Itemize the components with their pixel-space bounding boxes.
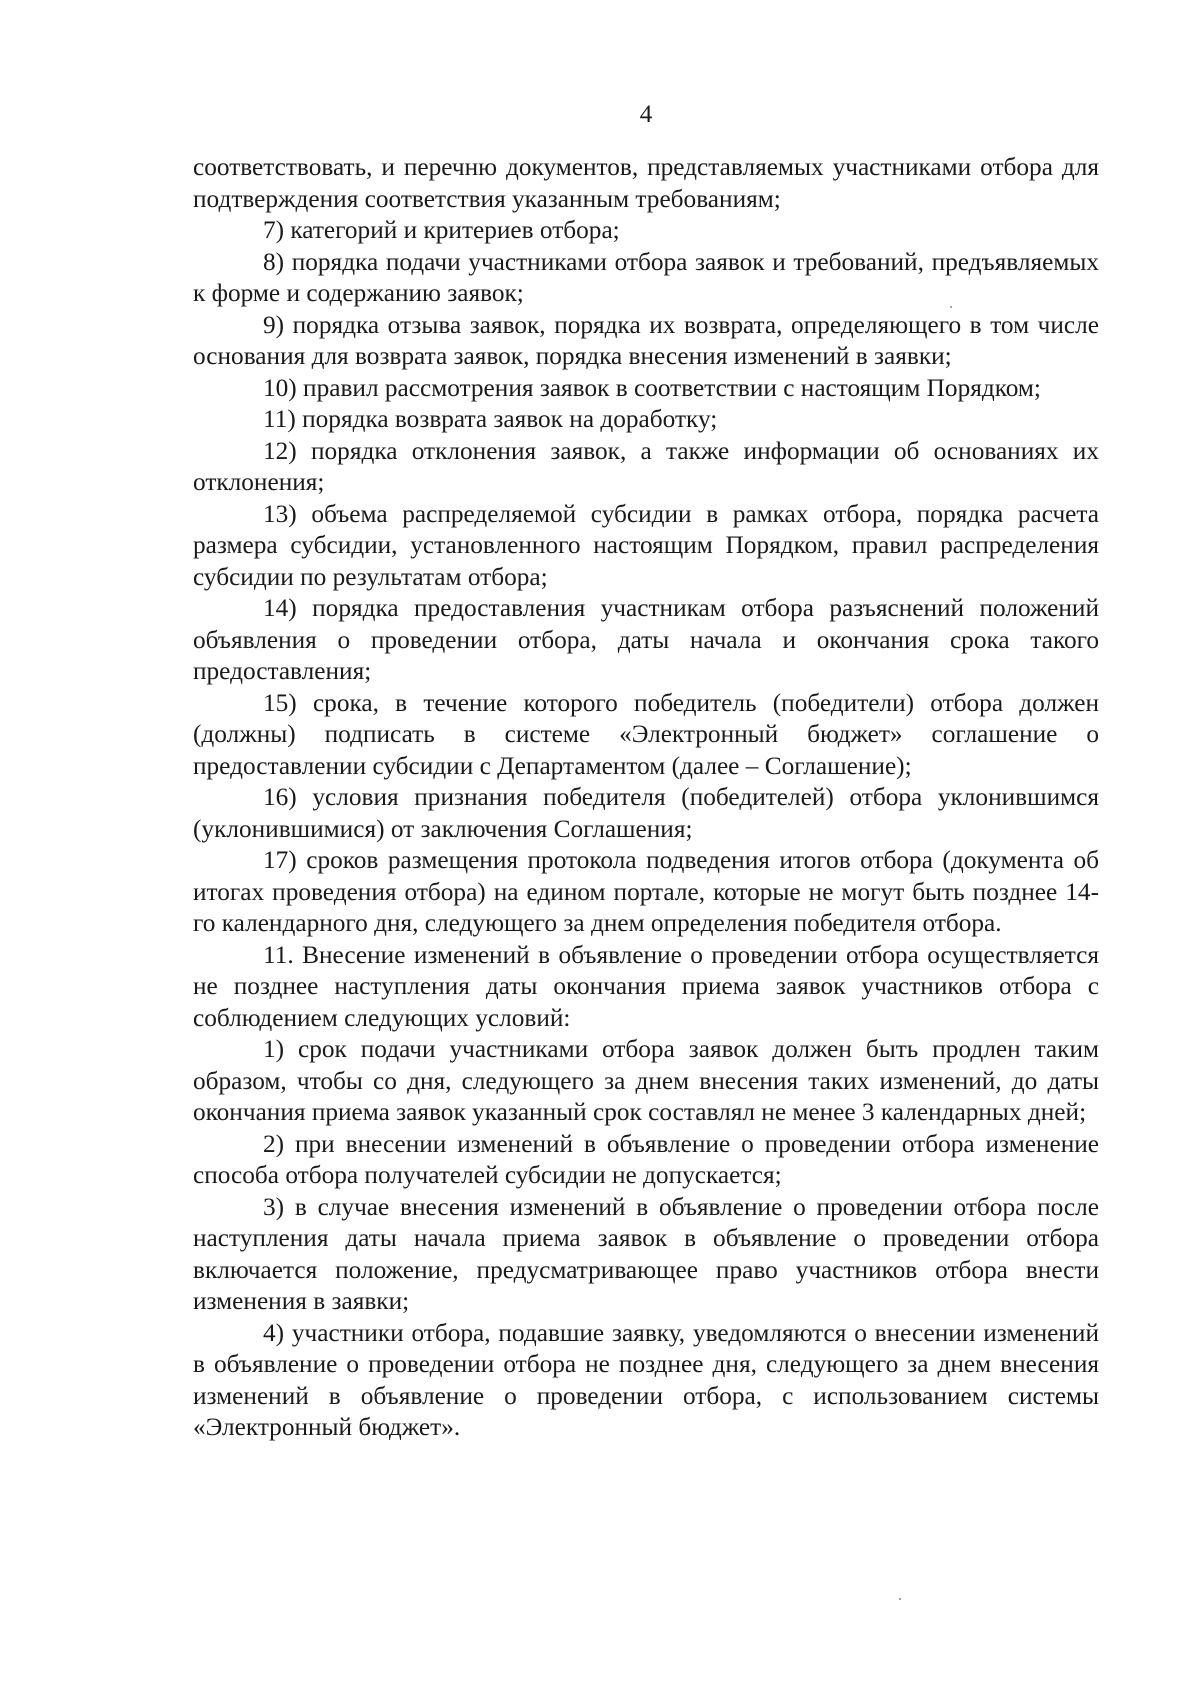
scan-speck (950, 306, 952, 308)
list-item-10: 10) правил рассмотрения заявок в соответствии с настоящим Порядком; (263, 373, 1041, 402)
list-item-7: 7) категорий и критериев отбора; (263, 216, 620, 244)
scan-speck (899, 1598, 901, 1600)
list-item-12: 12) порядка отклонения заявок, а также информации об основаниях их отклонения; (193, 436, 1099, 496)
list-item-16: 16) условия признания победителя (победителей) отбора уклонившимся (уклонившимися) от заключения Соглашения; (193, 783, 1099, 843)
list-item-11: 11) порядка возврата заявок на доработку; (263, 405, 718, 433)
list-item-14: 14) порядка предоставления участникам отбора разъяснений положений объявления о проведении отбора, даты начала и окончания срока такого предоставления; (193, 594, 1099, 685)
paragraph-continuation: соответствовать, и перечню документов, представляемых участниками отбора для подтверждения соответствия указанным требованиям; (193, 153, 1099, 213)
page-number: 4 (639, 101, 653, 128)
condition-item-4: 4) участники отбора, подавшие заявку, уведомляются о внесении изменений в объявление о проведении отбора не позднее дня, следующего за днем внесения изменений в объявление о проведении отбора, с использованием системы «Электронный бюджет». (193, 1318, 1099, 1441)
list-item-9: 9) порядка отзыва заявок, порядка их возврата, определяющего в том числе основания для возврата заявок, порядка внесения изменений в заявки; (193, 310, 1099, 370)
list-item-8: 8) порядка подачи участниками отбора заявок и требований, предъявляемых к форме и содержанию заявок; (193, 247, 1099, 307)
list-item-17: 17) сроков размещения протокола подведения итогов отбора (документа об итогах проведения отбора) на едином портале, которые не могут быть позднее 14-го календарного дня, следующего за днем определения победителя отбора. (193, 846, 1099, 937)
condition-item-3: 3) в случае внесения изменений в объявление о проведении отбора после наступления даты начала приема заявок в объявление о проведении отбора включается положение, предусматривающее право участников отбора внести изменения в заявки; (193, 1192, 1099, 1315)
list-item-15: 15) срока, в течение которого победитель (победители) отбора должен (должны) подписать в системе «Электронный бюджет» соглашение о предоставлении субсидии с Департаментом (далее – Соглашение); (193, 688, 1099, 780)
section-11: 11. Внесение изменений в объявление о проведении отбора осуществляется не позднее наступления даты окончания приема заявок участников отбора с соблюдением следующих условий: (193, 940, 1099, 1032)
list-item-13: 13) объема распределяемой субсидии в рамках отбора, порядка расчета размера субсидии, установленного настоящим Порядком, правил распределения субсидии по результатам отбора; (193, 499, 1099, 591)
condition-item-2: 2) при внесении изменений в объявление о проведении отбора изменение способа отбора получателей субсидии не допускается; (193, 1129, 1099, 1189)
condition-item-1: 1) срок подачи участниками отбора заявок должен быть продлен таким образом, чтобы со дня, следующего за днем внесения таких изменений, до даты окончания приема заявок указанный срок составлял не менее 3 календарных дней; (193, 1035, 1099, 1126)
document-body (193, 152, 1099, 1444)
